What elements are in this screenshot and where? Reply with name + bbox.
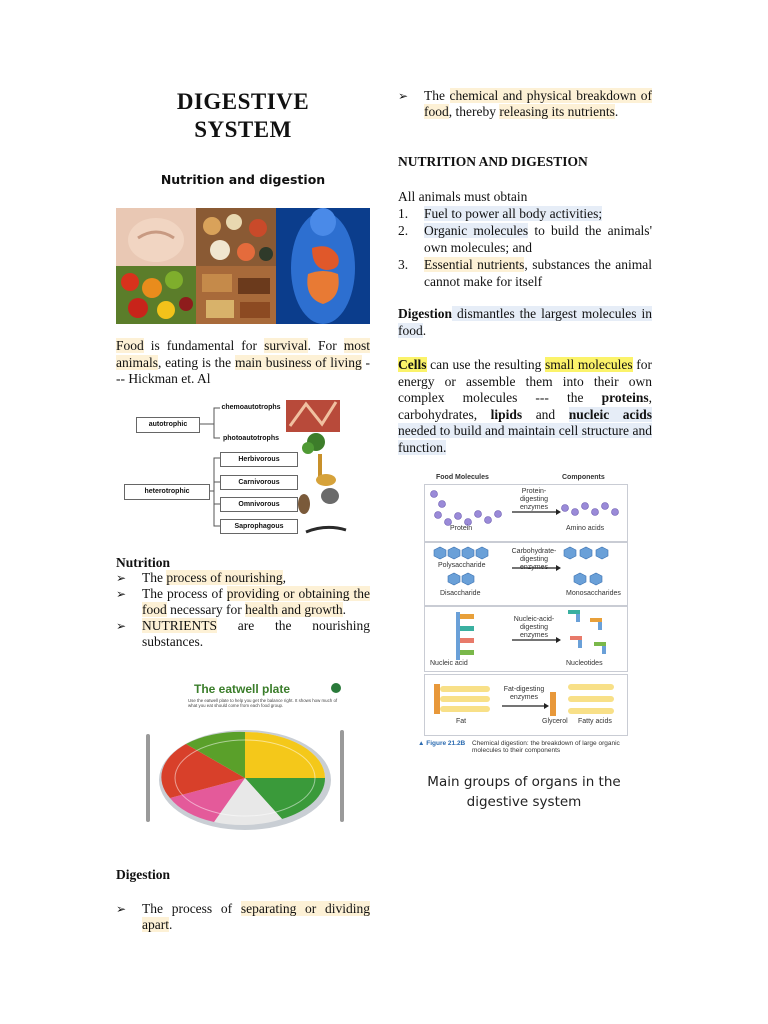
node-photoautotrophs: photoautotrophs	[220, 432, 282, 445]
label-fatty-acids: Fatty acids	[578, 718, 612, 725]
label-fat: Fat	[456, 718, 467, 725]
label-carb-enzymes: Carbohydrate-digesting enzymes	[511, 548, 557, 571]
figure-row-fat	[424, 674, 628, 736]
list-item: ➢ NUTRIENTS are the nourishing substances.	[116, 618, 370, 650]
node-herbivorous: Herbivorous	[220, 452, 298, 467]
node-autotrophic: autotrophic	[136, 417, 200, 433]
label-protein: Protein	[450, 525, 473, 532]
cells-paragraph: Cells can use the resulting small molecules for energy or assemble them into their own complex molecules --- the proteins, carbohydrates, lipids and nucleic acids needed to build and maintain cell structure and function.	[398, 357, 652, 455]
digestion-list	[116, 901, 370, 933]
requirements-list	[398, 205, 652, 290]
digestion-definition-list	[398, 88, 652, 120]
label-disaccharide: Disaccharide	[440, 590, 481, 597]
label-nucleotides: Nucleotides	[566, 660, 603, 667]
node-omnivorous: Omnivorous	[220, 497, 298, 512]
quote-paragraph: Food is fundamental for survival. For most animals, eating is the main business of living --- Hickman et. Al	[116, 338, 371, 386]
node-chemoautotrophs: chemoautotrophs	[220, 401, 282, 414]
label-protein-enzymes: Protein-digesting enzymes	[519, 488, 549, 511]
nutrition-list	[116, 570, 370, 650]
page-title: DIGESTIVE SYSTEM	[176, 89, 310, 142]
node-saprophagous: Saprophagous	[220, 519, 298, 534]
chemical-digestion-figure	[418, 470, 632, 760]
figure-label: ▲ Figure 21.2B	[418, 740, 466, 747]
node-heterotrophic: heterotrophic	[124, 484, 210, 500]
eatwell-title: The eatwell plate	[194, 682, 291, 696]
label-monosaccharides: Monosaccharides	[566, 590, 621, 597]
nutrition-classification-diagram	[116, 396, 370, 540]
obtain-intro: All animals must obtain	[398, 189, 528, 204]
list-item: ➢ The process of separating or dividing apart.	[116, 901, 370, 933]
digestion-paragraph: Digestion dismantles the largest molecules in food.	[398, 306, 652, 338]
food-digestion-collage	[116, 208, 370, 324]
eatwell-plate-image	[126, 680, 370, 844]
plate-graphic	[126, 680, 370, 844]
node-carnivorous: Carnivorous	[220, 475, 298, 490]
eatwell-intro: Use the eatwell plate to help you get the balance right. It shows how much of what you eat should come from each food group.	[188, 698, 338, 708]
figure-col-food-molecules: Food Molecules	[436, 474, 489, 481]
list-item: ➢ The chemical and physical breakdown of food, thereby releasing its nutrients.	[398, 88, 652, 120]
subtitle: Nutrition and digestion	[160, 172, 326, 187]
label-amino-acids: Amino acids	[566, 525, 605, 532]
organs-caption: Main groups of organs in the digestive system	[427, 774, 621, 810]
list-item: ➢ The process of providing or obtaining the food necessary for health and growth.	[116, 586, 370, 618]
nutrition-digestion-heading: NUTRITION AND DIGESTION	[398, 154, 588, 169]
figure-col-components: Components	[562, 474, 605, 481]
list-item: ➢ The process of nourishing,	[116, 570, 370, 586]
figure-caption: Chemical digestion: the breakdown of large organic molecules to their components	[472, 740, 620, 754]
label-fat-enzymes: Fat-digesting enzymes	[503, 686, 545, 701]
label-nucleic-enzymes: Nucleic-acid-digesting enzymes	[513, 616, 555, 639]
label-nucleic-acid: Nucleic acid	[430, 660, 468, 667]
label-polysaccharide: Polysaccharide	[438, 562, 486, 569]
organism-pictures	[286, 396, 366, 540]
label-glycerol: Glycerol	[542, 718, 568, 725]
list-item: 1. Fuel to power all body activities;	[398, 206, 603, 221]
list-item: 2. Organic molecules to build the animals' own molecules; and	[398, 223, 652, 255]
digestion-heading: Digestion	[116, 867, 170, 882]
nutrition-heading: Nutrition	[116, 555, 170, 570]
list-item: 3. Essential nutrients, substances the animal cannot make for itself	[398, 257, 653, 289]
